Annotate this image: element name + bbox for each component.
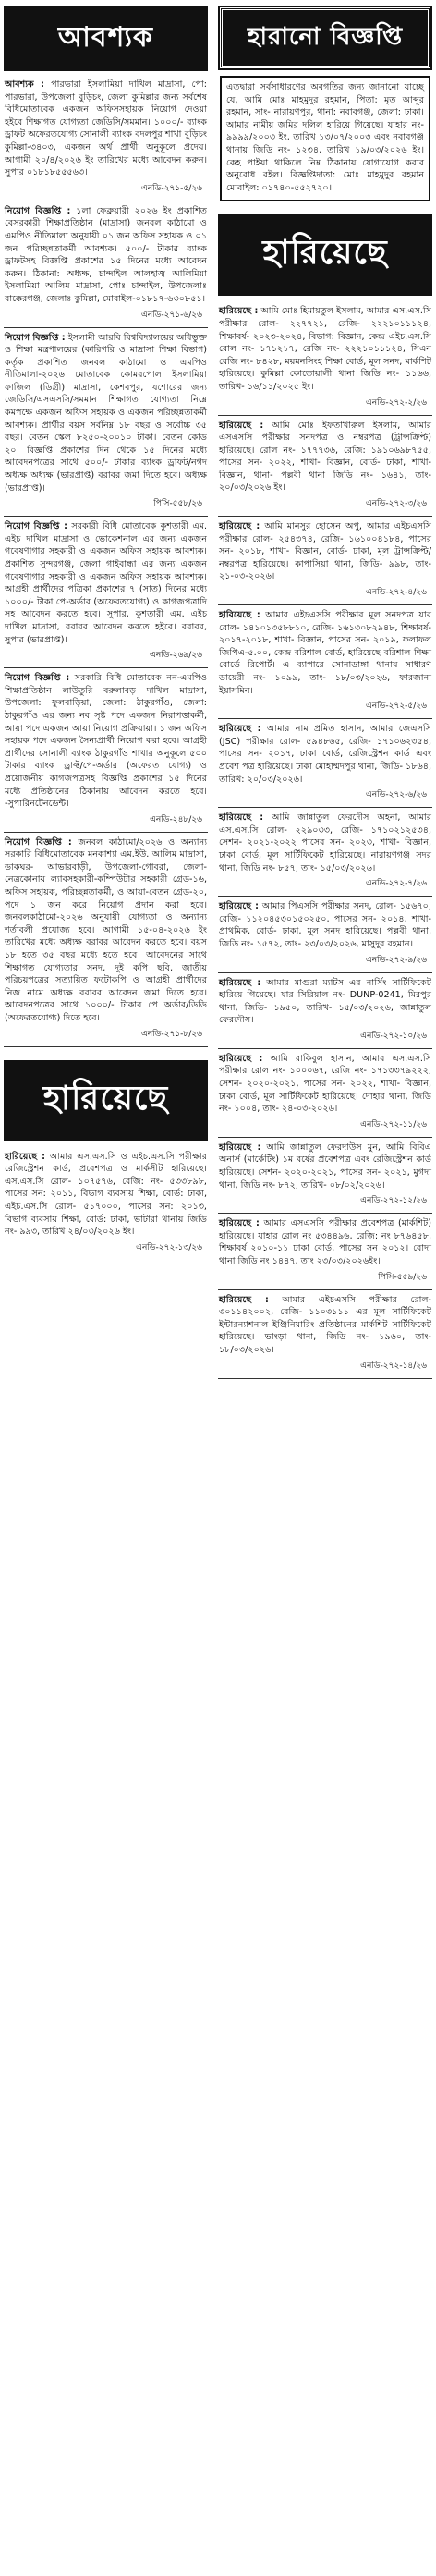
ad-text: [4, 520, 208, 648]
ad-heading: হারিয়েছে :: [219, 521, 260, 532]
classified-ad: [4, 672, 208, 833]
ad-separator: [218, 604, 432, 605]
lost-ad-left: [4, 1151, 208, 1254]
ad-heading: হারিয়েছে :: [219, 977, 261, 988]
ad-body: ইসলামী আরবি বিশ্ববিদ্যালয়ের অধিভুক্ত ও শিক্ষা মন্ত্রণালয়ের (কারিগরি ও মাদ্রাসা শিক্ষা বিভাগ) কর্তৃক প্রকাশিত জনবল কাঠামো ও এমপিও নীতিমালা-২০২৬ মোতাবেক কোমরপোল ইসলামিয়া ফাজিল (ডিগ্রী) মাদ্রাসা, কেশবপুর, যশোরের জন্য জেডিসি/এসএসসি/সমমান শিক্ষাগত যোগ্যতা নিম্নে কমপক্ষে একজন অফিস সহায়ক ও একজন পরিচ্ছন্নতাকর্মী আবশ্যক। প্রার্থীর বয়স সর্বনিম্ন ১৮ বছর ও সর্বোচ্চ ৩৫ বছর। বেতন স্কেল ৮২৫০-২০০১০ টাকা। বেতন কোড ২০। বিজ্ঞপ্তি প্রকাশের দিন থেকে ১৫ দিনের মধ্যে আবেদনপত্রের সাথে ৫০০/- টাকার ব্যাংক ড্রাফট/নগদ অধ্যক্ষ অধ্যক্ষ (ভারপ্রাপ্ত) বরাবর জমা দিতে হবে। অধ্যক্ষ (ভারপ্রাপ্ত)।: [5, 332, 207, 494]
ad-reference: এনডি-২৭১-৮/২৬: [140, 1029, 202, 1039]
right-column: [218, 0, 432, 2576]
ad-text: [218, 900, 432, 952]
ad-reference: এনডি-২৭১-৬/২৬: [140, 310, 202, 320]
lost-notice-header: হারানো বিজ্ঞপ্তি: [220, 7, 430, 68]
ad-body: আমার মাগুরা ম্যাটস এর নার্সিং সার্টিফিকেট হারিয়ে গিয়েছে। যার সিরিয়াল নং- DUNP-0241, মিরপুর থানা, জিডি- ১৯৫০, তারিখ- ১৫/০৩/২০২৬, জান্নাতুল ফেরদৌস।: [219, 977, 431, 1026]
classified-ad: [218, 1141, 432, 1214]
ad-separator: [4, 516, 208, 517]
wanted-header: আবশ্যক: [4, 6, 208, 71]
ad-heading: হারিয়েছে :: [5, 1151, 45, 1162]
ad-text: [218, 1294, 432, 1359]
wanted-ads-list: [4, 79, 208, 1047]
ad-body: আমি মানসুর হোসেন অপু, আমার এইচএসসি পরীক্ষার রোল- ২৫৪৩৭৪, রেজি- ১৬১০০৪১৮৪, পাসের সন- ২০১৮, শাখা- বিজ্ঞান, বোর্ড- ঢাকা, মূল ট্রান্সক্রিপ্ট/নম্বরপত্র হারিয়েছে। কাপাসিয়া থানা, জিডি- ৯৯৮, তাং- ২১-০৩-২০২৬।: [219, 521, 431, 582]
ad-heading: হারিয়েছে :: [219, 1294, 269, 1305]
ad-body: আমার নাম প্রমিত হাসান, আমার জেএসসি (JSC) পরীক্ষার রোল- ৫৯৪৮৬৫, রেজি- ১৭১০৬২৩৫৪, পাসের সন- ২০১৭, ঢাকা বোর্ড, রেজিস্ট্রেশন কার্ড এবং প্রবেশ পত্র হারিয়েছে। ঢাকা মোহাম্মদপুর থানা, জিডি- ১৮৬৪, তারিখ: ২০/০৩/২০২৬।: [219, 724, 431, 785]
ad-body: আমার এসএসসি পরীক্ষার প্রবেশপত্র (মার্কশিট) হারিয়েছে। যাহার রোল নং ৫৩৪৪৯৬, রেজি: নং ৮৭৬৪৫৮, শিক্ষাবর্ষ ২০১০-১১ ঢাকা বোর্ড, পাসের সন ২০১২। বোদা থানা জিডি নং ১৪৪৭, তাং ২৩/০৩/২০২৬ইং।: [219, 1218, 431, 1266]
classified-ad: [218, 305, 432, 415]
ad-text: [218, 812, 432, 876]
classified-ad: [218, 609, 432, 719]
ad-heading: আবশ্যক :: [5, 79, 44, 90]
lost-notice-box: [220, 76, 430, 201]
ad-reference: এনডি-২৪৮/২৬: [150, 814, 202, 824]
ad-body: আমার এস.এস.সি ও এইচ.এস.সি পরীক্ষার রেজিস্ট্রেশন কার্ড, প্রবেশপত্র ও মার্কসীট হারিয়েছে। এস.এস.সি রোল- ১০৭৫৭৬, রেজি: নং- ৫৩৩৮৯৮, পাসের সন: ২০১১, বিভাগ ব্যবসায় শিক্ষা, বোর্ড: ঢাকা, এইচ.এস.সি রোল- ৫১৭০০০, পাসের সন: ২০১৩, বিভাগ ব্যবসায় শিক্ষা, বোর্ড: ঢাকা, ভাটারা থানায় জিডি নং- ৯৯৩, তারিখ ২৪/০৩/২০২৬ ইং।: [5, 1151, 207, 1238]
classified-ad: [218, 1053, 432, 1138]
ad-body: ১লা ফেব্রুয়ারী ২০২৬ ইং প্রকাশিত বেসরকারী শিক্ষাপ্রতিষ্ঠান (মাদ্রাসা) জনবল কাঠামো ও এমপিও নীতিমালা অনুযায়ী ০১ জন অফিস সহায়ক ও ০১ জন পরিচ্ছন্নতাকর্মী আবশ্যক। ৫০০/- টাকার ব্যাংক ড্রাফটসহ বিজ্ঞপ্তি প্রকাশের ১৫ দিনের মধ্যে আবেদন করুন। ঠিকানা: অধ্যক্ষ, চান্দাইল আলহাজ্ব আলিমিয়া ইসলামিয়া আলিম মাদ্রাসা, পোঃ চান্দাইল, উপজেলাঃ বাক্কেরগঞ্জ, জেলাঃ কুমিল্লা, মোবাইল-০১৮১৭-৬৩০৮৫১।: [5, 205, 207, 304]
ad-body: আমার এইচএসসি পরীক্ষার মূল সনদপত্র যার রোল- ১৪১০১৩৫৮৮১০, রেজি- ১৬১৩০৮২৯৪৮, শিক্ষাবর্ষ- ২০১৭-২০১৮, শাখা- বিজ্ঞান, পাসের সন- ২০১৯, ফলাফল জিপিএ-৫.০০, কেন্দ্র বরিশাল বোর্ড, হারিয়েছে বরিশাল শিক্ষা বোর্ডে রিপোর্ট। এ ব্যাপারে সোনাডাঙ্গা থানায় সাধারণ ডায়েরী নং- ১০৯৯, তাং- ১৮/০৩/২০২৬, ফারজানা ইয়াসমিন।: [219, 610, 431, 696]
ad-reference: এনডি-২৭২-৯/২৬: [365, 955, 427, 965]
ad-text: [4, 79, 208, 181]
ad-text: [218, 420, 432, 497]
classified-ad: [218, 1217, 432, 1289]
ad-body: আমার এইচএসসি পরীক্ষার রোল- ৩০১১৪২০০২, রেজি- ১১০৩১১১ এর মূল সার্টিফিকেট ইন্টারন্যাশনাল ইঞ্জিনিয়ারিং প্রতিষ্ঠানের মার্কশিট সার্টিফিকেট হারিয়েছে। ভাংড়া থানা, জিডি নং- ১৯৬০, তাং- ১৮/০৩/২০২৬।: [219, 1294, 431, 1355]
ad-heading: হারিয়েছে :: [219, 610, 260, 621]
ad-body: পারভারা ইসলামিয়া দাখিল মাদ্রাসা, পো: পারভারা, উপজেলা বুড়িচং, জেলা কুমিল্লার জন্য সর্বশেষ বিধিমোতাবেক একজন অফিসসহায়ক নিয়োগ দেওয়া হইবে শিক্ষাগত যোগ্যতা জেডিসি/সমমান। ১০০০/- ব্যাংক ড্রাফট অফেরতযোগ্য সোনালী ব্যাংক বদলপুর শাখা বুড়িচং কুমিল্লা-৩৪০৩, একজন অর্থ প্রার্থী অনুকূলে প্রদেয়। আগামী ২০/৪/২০২৬ ইং তারিখের মধ্যে আবেদন করুন। সুপার ০১৮১৮৫৫৫৬৩।: [5, 79, 207, 178]
classified-ad: [218, 723, 432, 808]
ad-heading: হারিয়েছে :: [219, 1141, 261, 1153]
ad-body: আমি মোঃ ইফতাখারুল ইসলাম, আমার এসএসসি পরীক্ষার সনদপত্র ও নম্বরপত্র (ট্রান্সক্রিপ্ট) হারিয়েছে। রোল নং- ১৭৭৭৩৬, রেজি: ১৯১০৬৯৮৭৫৫, পাসের সন- ২০২২, শাখা- বিজ্ঞান, বোর্ড- ঢাকা, শাখা- বিজ্ঞান, থানা- পল্লবী থানা জিডি নং- ১৬৪১, তাং- ২০/০৩/২০২৬ ইং।: [219, 420, 431, 494]
ad-heading: হারিয়েছে :: [219, 1218, 260, 1229]
classified-ad: [4, 79, 208, 201]
ad-reference: এনডি-২৭১-৫/২৬: [140, 183, 202, 193]
ad-heading: হারিয়েছে :: [219, 306, 259, 317]
classified-ad: [218, 1294, 432, 1379]
ad-separator: [218, 1048, 432, 1049]
ad-separator: [218, 972, 432, 973]
lost-ads-list: [218, 305, 432, 1378]
classified-ad: [4, 205, 208, 328]
ad-reference: এনডি-২৭২-৫/২৬: [365, 702, 427, 712]
ad-heading: হারিয়েছে :: [219, 901, 259, 912]
ad-separator: [218, 415, 432, 416]
ad-body: আমার পিএসসি পরীক্ষার সনদ, রোল- ১৫৬৭০, রেজি- ১১২০৪৫৩০১৫০২৫০, পাসের সন- ২০১৪, শাখা- প্রাথমিক, বোর্ড- ঢাকা, মূল সনদ হারিয়েছে। পল্লবী থানা, জিডি নং- ১৫৭২, তাং- ২৩/০৩/২০২৬, মাসুদুর রহমান।: [219, 901, 431, 949]
ad-text: [4, 836, 208, 1027]
ad-text: [4, 205, 208, 308]
ad-text: [4, 1151, 208, 1240]
ad-text: [4, 672, 208, 812]
ad-separator: [218, 896, 432, 897]
ad-reference: এনডি-২৭২-২/২৬: [365, 397, 427, 408]
ad-heading: নিয়োগ বিজ্ঞপ্তি :: [5, 521, 68, 532]
ad-heading: নিয়োগ বিজ্ঞপ্তি :: [5, 205, 71, 216]
ad-reference: এনডি-২৭২-১৩/২৬: [136, 1242, 202, 1252]
ad-reference: এনডি-২৭২-১০/২৬: [360, 1031, 427, 1041]
ad-heading: নিয়োগ বিজ্ঞপ্তি :: [5, 673, 70, 684]
ad-separator: [4, 1046, 208, 1047]
ad-reference: এনডি-২৬৯/২৬: [150, 651, 202, 661]
ad-heading: হারিয়েছে :: [219, 420, 264, 431]
ad-text: [218, 977, 432, 1029]
classified-ad: [218, 420, 432, 518]
ad-reference: পিসি-৫৫৯/২৬: [378, 1272, 427, 1282]
ad-heading: হারিয়েছে :: [219, 1053, 263, 1064]
ad-reference: এনডি-২৭২-৪/২৬: [365, 588, 427, 598]
ad-reference: পিসি-৫৫৮/২৬: [153, 499, 202, 509]
ad-separator: [218, 807, 432, 808]
ad-separator: [218, 1213, 432, 1214]
ad-body: জনবল কাঠামো/২০২৬ ও অন্যান্য সরকারি বিধিমোতাবেক মনকাশ্যা এম.ইউ. আলিম মাদ্রাসা, ডাকঘর- আভারবাড়ী, উপজেলা-গোবরা, জেলা-নেত্রকোনায় ল্যাবসহকারী-কম্পিউটার সহকারী গ্রেড-১৬, অফিস সহায়ক, পরিচ্ছন্নতাকর্মী, ও আয়া-বেতন গ্রেড-২০, পদে ১ জন করে নিয়োগ প্রদান করা হবে। জনবলকাঠামো-২০২৬ অনুযায়ী যোগ্যতা ও অন্যান্য শর্তাবলী প্রযোজ্য হবে। আগামী ১৫-০৪-২০২৬ ইং তারিখের মধ্যে অধ্যক্ষ বরাবর আবেদন করতে হবে। বয়স ১৮ হতে ৩৫ বছর মধ্যে হতে হবে। আবেদনের সাথে শিক্ষাগত যোগ্যতার সনদ, দুই কপি ছবি, জাতীয় পরিচয়পত্রের সত্যায়িত ফটোকপি ও আগ্রহী প্রার্থীদের নিজ নামে অধ্যক্ষ বরাবর আবেদন জমা দিতে হবে। আবেদনপত্রের সাথে ১০০০/- টাকার পে অর্ডার/ডিডি (অফেরতযোগ্য) দিতে হবে।: [5, 836, 207, 1023]
ad-reference: এনডি-২৭২-৬/২৬: [365, 790, 427, 800]
ad-body: সরকারী বিধি মোতাবেক কুশতারী এম. এইচ দাখিল মাদ্রাসা ও ভোকেশনাল এর জন্য একজন গবেষণাগার সহকারী ও একজন অফিস সহায়ক আবশ্যক। প্রকাশিত সুন্দরগঞ্জ, জেলা গাইবান্ধা এর জন্য একজন গবেষণাগার সহকারী ও একজন অফিস সহায়ক আবশ্যক। আগ্রহী প্রার্থীদের পত্রিকা প্রকাশের ৭ (সাত) দিনের মধ্যে ১০০০/- টাকা পে-অর্ডার (অফেরতযোগ্য) ও কাগজপত্রাদি সহ আবেদন করতে হবে। সুপার, কুশতারী এম. এইচ দাখিল মাদ্রাসা, বরাবর আবেদন করতে হইবে। বরাবর, সুপার (ভারপ্রাপ্ত)।: [5, 521, 207, 645]
ad-text: [218, 609, 432, 699]
classified-ad: [218, 520, 432, 605]
ad-body: আমি রাকিবুল হাসান, আমার এস.এস.সি পরীক্ষার রোল নং- ১০০০৬৭, রেজি নং- ১৭১৩৩৭৯২২২, সেশন- ২০২০-২০২১, পাসের সন- ২০২২, শাখা- বিজ্ঞান, ঢাকা বোর্ড, মূল সার্টিফিকেট হারিয়েছে। দোহার থানা, জিডি নং- ১০০৪, তাং- ২৪-০৩-২০২৬।: [219, 1053, 431, 1115]
ad-text: [218, 305, 432, 395]
ad-reference: এনডি-২৭২-১৪/২৬: [360, 1361, 427, 1371]
lost-notice-body: এতদ্বারা সর্বসাধারণের অবগতির জন্য জানানো যাচ্ছে যে, আমি মোঃ মাহমুদুর রহমান, পিতা: মৃত আব্দুর রহমান, সাং- নারায়ণপুর, থানা: নবাবগঞ্জ, জেলা: ঢাকা। আমার নামীয় জমির দলিল হারিয়ে গিয়েছে। যাহার নং- ৯৯৯৯/২০০৩ ইং, তারিখ ১৩/০৭/২০০৩ এবং নবাবগঞ্জ থানায় জিডি নং- ১২৩৪, তারিখ ১৯/০৩/২০২৬ ইং। কেহ পাইয়া থাকিলে নিম্ন ঠিকানায় যোগাযোগ করার অনুরোধ রইল। বিজ্ঞপ্তিদাতা: মোঃ মাহমুদুর রহমান মোবাইল: ০১৭৪০-৫৫২৭২০।: [226, 82, 424, 193]
left-column: [4, 0, 212, 2576]
ad-heading: হারিয়েছে :: [219, 724, 261, 735]
ad-body: আমি জান্নাতুল ফেরদাউস মুন, আমি বিবিএ অনার্স (মার্কেটিং) ১ম বর্ষের প্রবেশপত্র এবং রেজিস্ট্রেশন কার্ড হারিয়েছে। সেশন- ২০২০-২০২১, পাসের সন- ২০২১, মুগদা থানা, জিডি নং- ৮৭২, তারিখ- ০৮/০২/২০২৬।: [219, 1141, 431, 1190]
classified-ad: [218, 900, 432, 972]
ad-separator: [218, 718, 432, 719]
ad-text: [218, 1217, 432, 1269]
ad-separator: [218, 1137, 432, 1138]
ad-text: [218, 1141, 432, 1193]
classified-ad: [218, 977, 432, 1049]
ad-text: [218, 520, 432, 585]
ad-body: সরকারি বিধি মোতাবেক নন-এমপিও শিক্ষাপ্রতিষ্ঠান লাউতুরি বরুলাবড় দাখিল মাদ্রাসা, উপজেলা: ফুলবাড়িয়া, জেলা: ঠাকুরগাঁও, জেলা: ঠাকুরগাঁও এর জন্য নব সৃষ্ট পদে একজন নিরাপত্তাকর্মী, আয়া পদে একজন আয়া নিয়োগ প্রক্রিয়ায়া। ১ জন অফিস সহায়ক পদে একজন সৈন্যপ্রার্থী নিয়োগ করা হবে। আগ্রহী প্রার্থীদের সোনালী ব্যাংক ঠাকুরগাঁও শাখার অনুকূলে ৫০০ টাকার ব্যাংক ড্রাফ্ট/পে-অর্ডার (অফেরত যোগ্য) ও প্রয়োজনীয় কাগজপত্রসহ বিজ্ঞপ্তি প্রকাশের ১৫ দিনের মধ্যে প্রতিষ্ঠানের ঠিকানায় আবেদন করতে হবে। -সুপারিনটেনডেন্ট।: [5, 673, 208, 810]
ad-heading: নিয়োগ বিজ্ঞপ্তি :: [5, 332, 66, 343]
ad-heading: হারিয়েছে :: [219, 812, 264, 824]
ad-separator: [218, 1289, 432, 1290]
classified-ad: [4, 520, 208, 668]
ad-text: [218, 1053, 432, 1117]
ad-reference: এনডি-২৭২-৩/২৬: [365, 499, 427, 509]
classified-ad: [4, 332, 208, 518]
ad-reference: এনডি-২৭২-১২/২৬: [360, 1196, 427, 1206]
ad-separator: [4, 667, 208, 668]
classified-ad: [218, 812, 432, 897]
ad-reference: এনডি-২৭২-১১/২৬: [360, 1119, 427, 1129]
ad-separator: [218, 516, 432, 517]
ad-separator: [4, 327, 208, 328]
classified-ad: [4, 836, 208, 1047]
ad-text: [4, 332, 208, 497]
ad-text: [218, 723, 432, 787]
ad-separator: [218, 1378, 432, 1379]
lost-header-left: হারিয়েছে: [4, 1060, 208, 1141]
ad-reference: এনডি-২৭২-৭/২৬: [365, 879, 427, 889]
ad-body: আমি জান্নাতুল ফেরদৌস অহনা, আমার এস.এস.সি রোল- ২২৯০৩৩, রেজি- ১৭১০২১২৫৩৪, সেশন- ২০২১-২০২২ পাসের সন- ২০২৩, শাখা- বিজ্ঞান, ঢাকা বোর্ড, মূল সার্টিফিকেট হারিয়েছে। নারায়ণগঞ্জ সদর থানা, জিডি নং- ৮৫৭, তাং- ১৫/০৩/২০২৬।: [219, 812, 431, 873]
ad-heading: নিয়োগ বিজ্ঞপ্তি :: [5, 836, 72, 848]
lost-header-right: হারিয়েছে: [218, 214, 432, 296]
ad-separator: [4, 832, 208, 833]
ad-body: আমি মোঃ হিমায়তুল ইসলাম, আমার এস.এস.সি পরীক্ষার রোল- ২২৭৭২১, রেজি- ২২২১০১১১২৪, শিক্ষাবর্ষ- ২০২৩-২০২৪, বিভাগ: বিজ্ঞান, কেন্দ্র এইচ.এস.সি রোল নং- ১৭১২১৭, রেজি নং- ২২২১০১১১২৪, সিএন রেজি নং- ৮৪২৮, ময়মনসিংহ শিক্ষা বোর্ড, মূল সনদ, মার্কশিট হারিয়েছে। কুমিল্লা কোতোয়ালী থানা জিডি নং- ১১৬৬, তারিখ- ১৬/১১/২০২৫ ইং।: [219, 306, 431, 392]
